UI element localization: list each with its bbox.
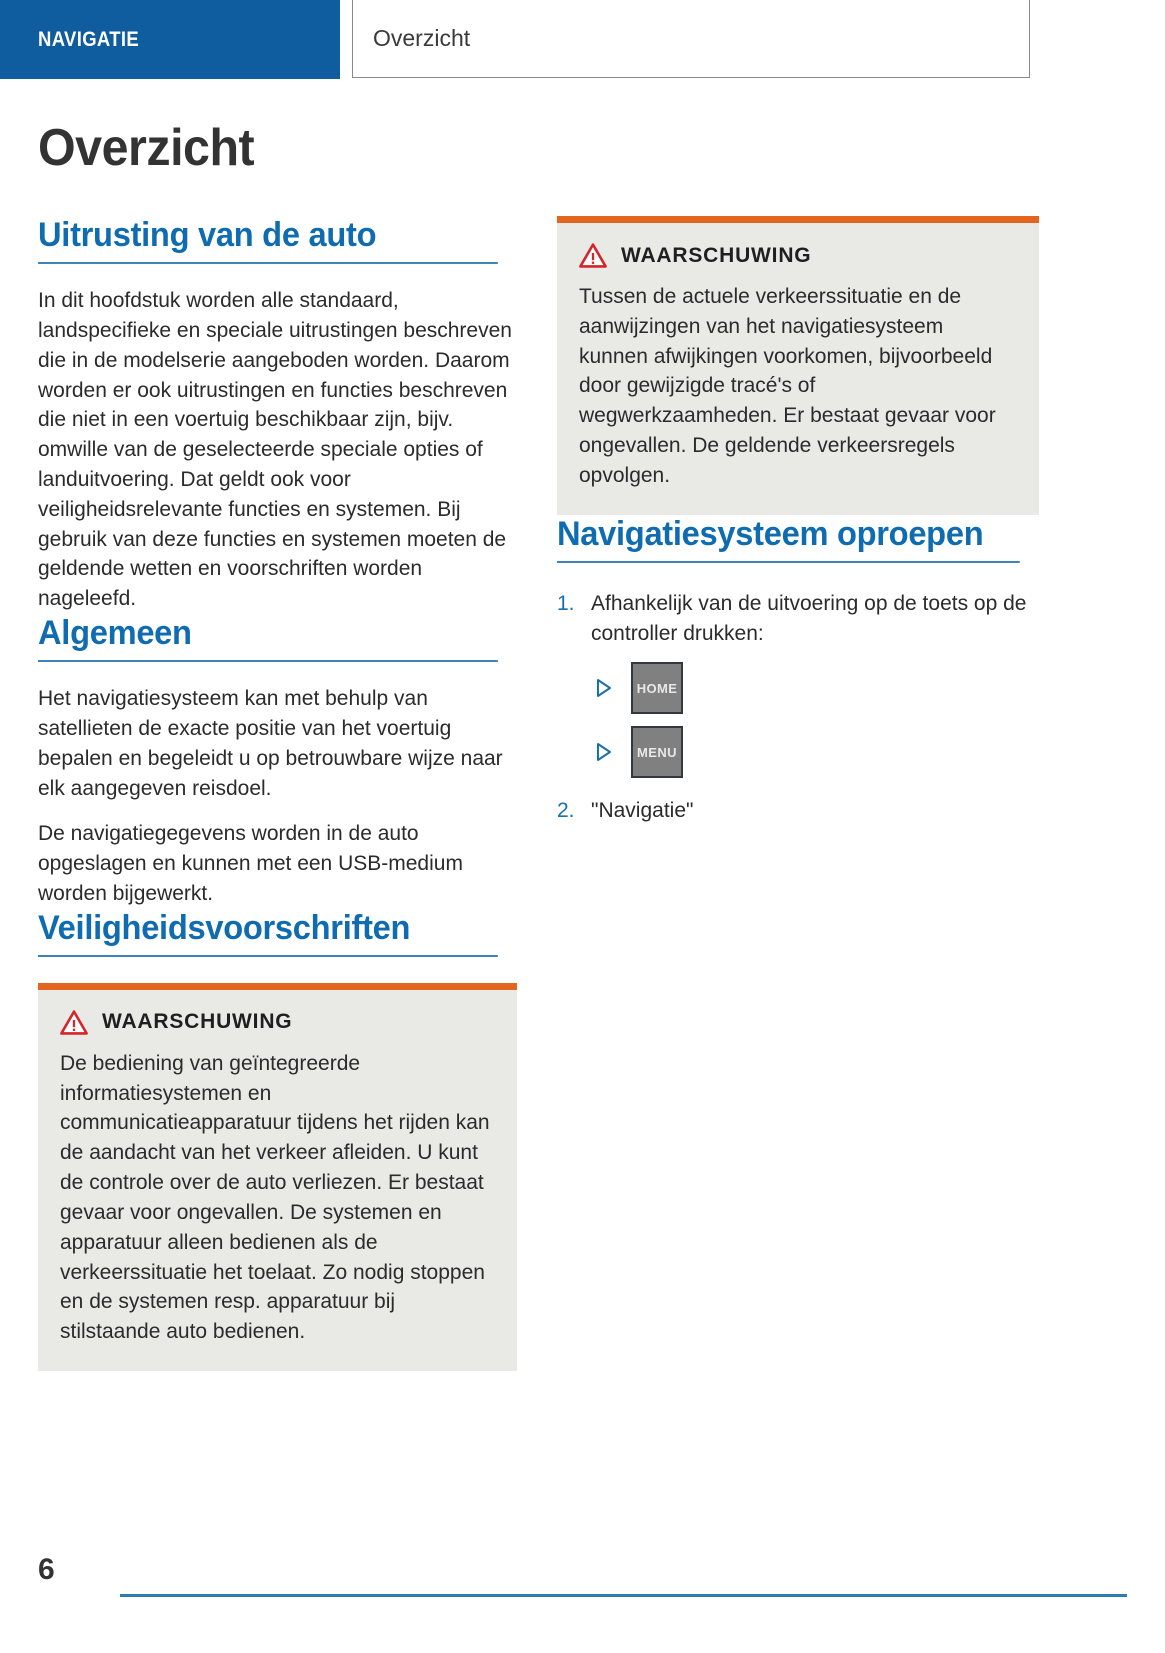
warning-text: Tussen de actuele verkeerssituatie en de aanwijzingen van het navigatiesysteem kunnen afwijkingen voorkomen, bijvoorbeeld door gewijzigde tracé's of wegwerkzaamheden. Er bestaat gevaar voor ongevallen. De geldende verkeersregels opvolgen. xyxy=(579,285,996,487)
warning-header xyxy=(579,243,1017,268)
page-number: 6 xyxy=(38,1553,55,1586)
section-tab-label: Overzicht xyxy=(373,25,471,51)
warning-title: WAARSCHUWING xyxy=(102,1010,293,1034)
warning-box-safety xyxy=(38,983,517,1371)
steps-list xyxy=(557,589,1039,826)
home-button[interactable] xyxy=(631,662,683,714)
warning-triangle-icon xyxy=(60,1010,88,1035)
subitem-home xyxy=(591,662,1039,714)
list-item xyxy=(557,796,1039,826)
warning-text: De bediening van geïntegreerde informatiesystemen en communicatieapparatuur tijdens het rijden kan de aandacht van het verkeer afleiden. U kunt de controle over de auto verliezen. Er bestaat gevaar voor ongevallen. De systemen en apparatuur alleen bedienen als de verkeerssituatie het toelaat. Zo nodig stoppen en de systemen resp. apparatuur bij stilstaande auto bedienen. xyxy=(60,1051,490,1344)
chapter-banner xyxy=(0,0,340,79)
heading-veiligheidsvoorschriften: Veiligheidsvoorschriften xyxy=(38,909,498,957)
step-number: 1. xyxy=(557,591,575,615)
menu-button[interactable] xyxy=(631,726,683,778)
right-column xyxy=(557,216,1039,832)
triangle-bullet-icon xyxy=(595,678,613,698)
paragraph-algemeen-2: De navigatiegegevens worden in de auto opgeslagen en kunnen met een USB-medium worden bijgewerkt. xyxy=(38,822,463,905)
triangle-bullet-icon xyxy=(595,742,613,762)
heading-uitrusting: Uitrusting van de auto xyxy=(38,216,498,264)
subitem-menu xyxy=(591,726,1039,778)
home-button-label: HOME xyxy=(636,680,678,696)
content-columns xyxy=(0,216,1165,1371)
chapter-label: NAVIGATIE xyxy=(38,27,140,51)
heading-navigatiesysteem-oproepen: Navigatiesysteem oproepen xyxy=(557,515,1020,563)
step-text: Afhankelijk van de uitvoering op de toets op de controller drukken: xyxy=(591,591,1027,645)
warning-title: WAARSCHUWING xyxy=(621,243,812,267)
page-header xyxy=(0,0,1165,80)
heading-algemeen: Algemeen xyxy=(38,614,498,662)
step-number: 2. xyxy=(557,799,575,823)
section-tab xyxy=(352,0,1030,78)
menu-button-label: MENU xyxy=(637,744,677,760)
warning-header xyxy=(60,1010,495,1035)
step-text: "Navigatie" xyxy=(591,799,694,823)
paragraph-algemeen-1: Het navigatiesysteem kan met behulp van satellieten de exacte positie van het voertuig bepalen en begeleidt u op betrouwbare wijze naar elk aangegeven reisdoel. xyxy=(38,687,503,800)
warning-triangle-icon xyxy=(579,243,607,268)
page-footer xyxy=(0,1553,1165,1599)
left-column xyxy=(38,216,517,1371)
warning-box-navigation xyxy=(557,216,1039,515)
list-item xyxy=(557,589,1039,791)
page-title: Overzicht xyxy=(38,119,255,177)
step-subitems xyxy=(591,662,1039,778)
paragraph-uitrusting: In dit hoofdstuk worden alle standaard, landspecifieke en speciale uitrustingen beschreven die in de modelserie aangeboden worden. Daarom worden er ook uitrustingen en functies beschreven die niet in een voertuig beschikbaar zijn, bijv. omwille van de geselecteerde speciale opties of landuitvoering. Dat geldt ook voor veiligheidsrelevante functies en systemen. Bij gebruik van deze functies en systemen moeten de geldende wetten en voorschriften worden nageleefd. xyxy=(38,289,512,611)
footer-divider xyxy=(120,1594,1127,1597)
